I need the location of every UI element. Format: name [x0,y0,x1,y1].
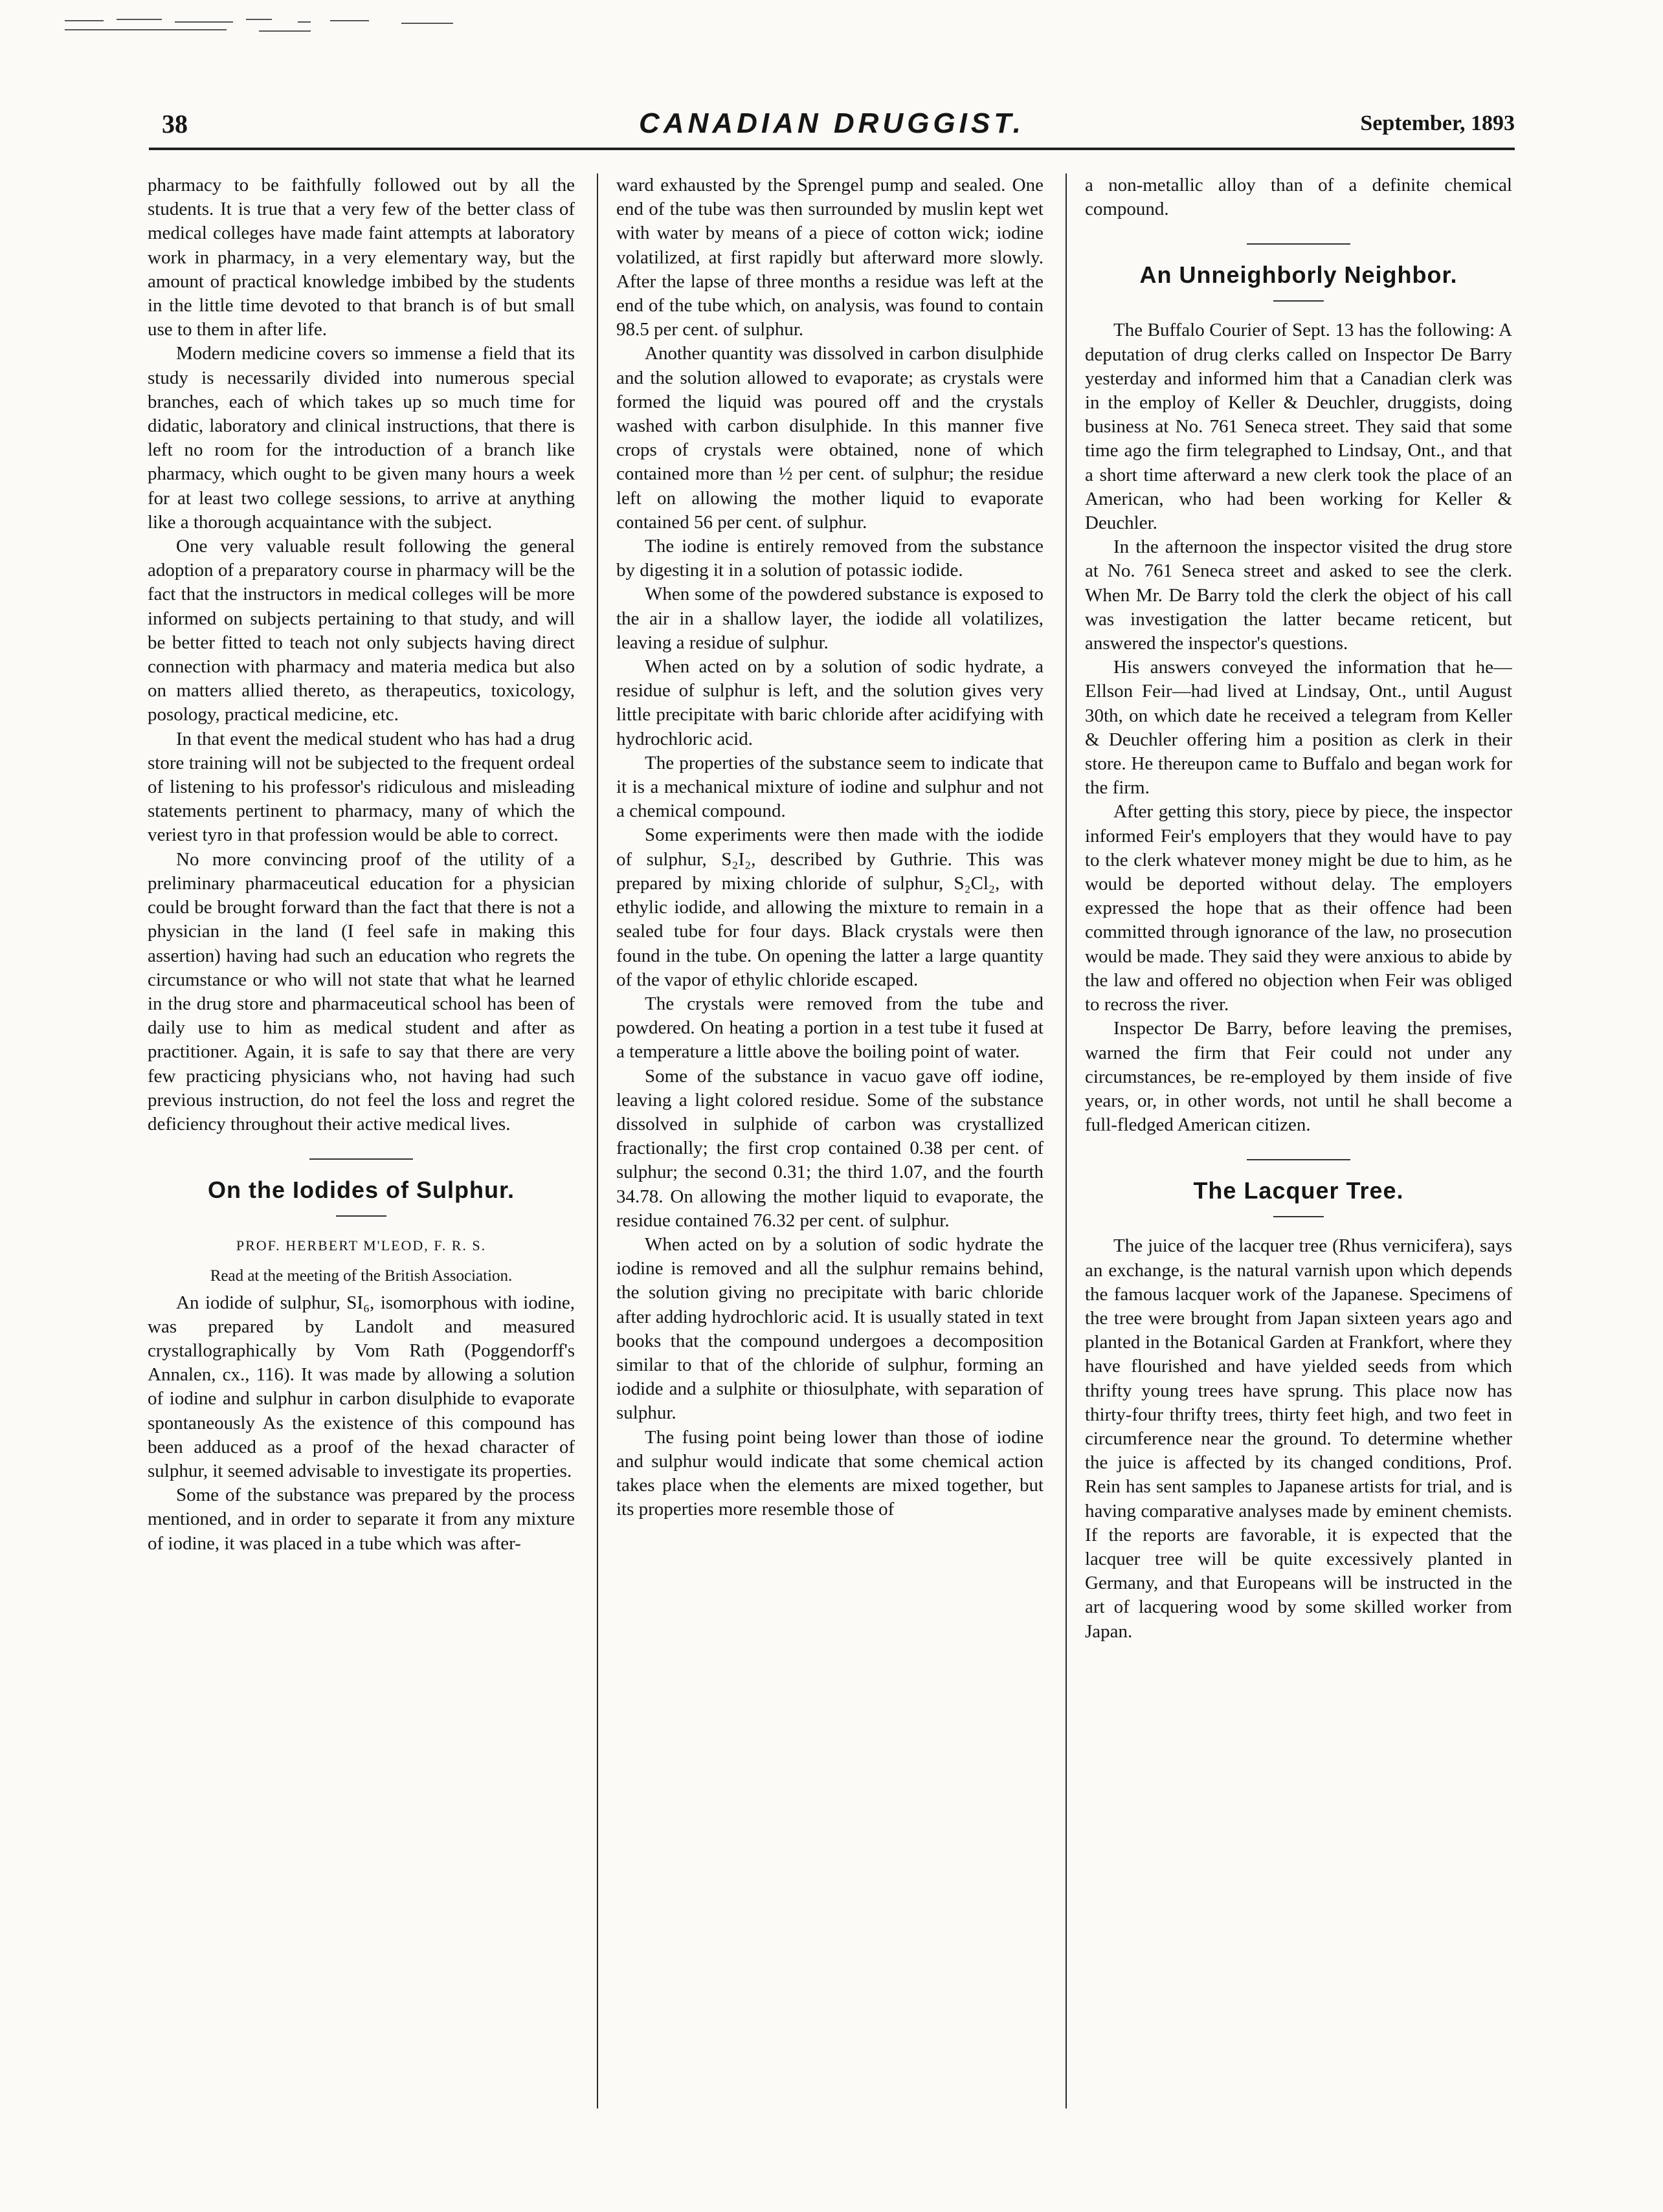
paragraph: pharmacy to be faithfully followed out by all the students. It is true that a very few of the better class of medical colleges have made faint attempts at laboratory work in pharmacy, in a very elementary way, but the amount of practical knowledge imbibed by the students in the little time devoted to that branch is of but small use to them in after life. [148,175,575,340]
paragraph: In the afternoon the inspector visited the drug store at No. 761 Seneca street and asked to see the clerk. When Mr. De Barry told the clerk the object of his call was investigation the latter became reticent, but answered the inspector's questions. [1085,536,1512,654]
paragraph: When acted on by a solution of sodic hydrate the iodine is removed and all the sulphur remains behind, the solution giving no precipitate with baric chloride after adding hydrochloric acid. It is usually stated in text books that the compound undergoes a decomposition similar to that of the chloride of sulphur, forming an iodide and a sulphite or thiosulphate, with separation of sulphur. [616,1233,1044,1424]
paragraph: After getting this story, piece by piece, the inspector informed Feir's employers that they would have to pay to the clerk whatever money might be due to him, as he would be deported without delay. The employers expressed the hope that as their offence had been committed through ignorance of the law, no prosecution would be made. They said they were anxious to abide by the law and offered no objection when Feir was obliged to recross the river. [1085,801,1512,1015]
section-divider [1247,1159,1350,1160]
heading-rule [336,1215,386,1217]
paragraph: When acted on by a solution of sodic hydrate, a residue of sulphur is left, and the solution gives very little precipitate with baric chloride after acidifying with hydrochloric acid. [616,656,1044,749]
article-columns [148,173,1517,2141]
paragraph: The iodine is entirely removed from the substance by digesting it in a solution of potassic iodide. [616,536,1044,581]
paragraph: The juice of the lacquer tree (Rhus vernicifera), says an exchange, is the natural varnish upon which depends the famous lacquer work of the Japanese. Specimens of the tree were brought from Japan sixteen years ago and planted in the Botanical Garden at Frankfort, where they have flourished and have yielded seeds from which thrifty young trees have sprung. This place now has thirty-four thrifty trees, thirty feet high, and two feet in circumference near the ground. To determine whether the juice is affected by its changed conditions, Prof. Rein has sent samples to Japanese artists for trial, and is having comparative analyses made by eminent chemists. If the reports are favorable, it is expected that the lacquer tree will be quite excessively planted in Germany, and that Europeans will be instructed in the art of lacquering wood by some skilled worker from Japan. [1085,1235,1512,1642]
paragraph: Inspector De Barry, before leaving the premises, warned the firm that Feir could not under any circumstances, be re-employed by them inside of five years, or, in other words, not until he shall become a full-fledged American citizen. [1085,1018,1512,1136]
paragraph: The fusing point being lower than those of iodine and sulphur would indicate that some chemical action takes place when the elements are mixed together, but its properties more resemble those of [616,1426,1044,1520]
page-number: 38 [162,109,188,138]
paragraph: The properties of the substance seem to indicate that it is a mechanical mixture of iodine and sulphur and not a chemical compound. [616,752,1044,822]
column-3 [1085,173,1512,2141]
section-divider [1247,243,1350,245]
paragraph: The crystals were removed from the tube and powdered. On heating a portion in a test tube it fused at a temperature a little above the boiling point of water. [616,993,1044,1063]
paragraph: An iodide of sulphur, SI₆, isomorphous with iodine, was prepared by Landolt and measured crystallographically by Vom Rath (Poggendorff's Annalen, cx., 116). It was made by allowing a solution of iodine and sulphur in carbon disulphide to evaporate spontaneously As the existence of this compound has been adduced as a proof of the hexad character of sulphur, it seemed advisable to investigate its properties. [148,1292,575,1481]
section-divider [309,1158,413,1160]
paragraph: Another quantity was dissolved in carbon disulphide and the solution allowed to evaporate; as crystals were formed the liquid was poured off and the crystals washed with carbon disulphide. In this manner five crops of crystals were obtained, none of which contained more than ½ per cent. of sulphur; the residue left on allowing the mother liquid to evaporate contained 56 per cent. of sulphur. [616,343,1044,533]
column-2 [616,173,1044,2141]
paragraph: Some experiments were then made with the iodide of sulphur, S₂I₂, described by Guthrie. This was prepared by mixing chloride of sulphur, S₂Cl₂, with ethylic iodide, and allowing the mixture to remain in a sealed tube for four days. Black crystals were then found in the tube. On opening the latter a large quantity of the vapor of ethylic chloride escaped. [616,824,1044,990]
heading-rule [1273,300,1324,302]
heading-rule [1273,1216,1324,1217]
column-1 [148,173,575,2141]
paragraph: Modern medicine covers so immense a field that its study is necessarily divided into numerous special branches, each of which takes up so much time for didatic, laboratory and clinical instructions, that there is left no room for the introduction of a branch like pharmacy, which ought to be given many hours a week for at least two college sessions, to arrive at anything like a thorough acquaintance with the subject. [148,343,575,533]
paragraph: One very valuable result following the general adoption of a preparatory course in pharmacy will be the fact that the instructors in medical colleges will be more informed on subjects pertaining to that study, and will be better fitted to teach not only subjects having direct connection with pharmacy and materia medica but also on matters allied thereto, as therapeutics, toxicology, posology, practical medicine, etc. [148,536,575,725]
issue-date: September, 1893 [1360,111,1515,135]
paragraph: When some of the powdered substance is exposed to the air in a shallow layer, the iodide all volatilizes, leaving a residue of sulphur. [616,584,1044,653]
byline: PROF. HERBERT M'LEOD, F. R. S. [236,1237,487,1254]
page-header [149,109,1515,150]
paragraph: Some of the substance was prepared by the process mentioned, and in order to separate it from any mixture of iodine, it was placed in a tube which was after- [148,1485,575,1554]
paragraph: The Buffalo Courier of Sept. 13 has the following: A deputation of drug clerks called on Inspector De Barry yesterday and informed him that a Canadian clerk was in the employ of Keller & Deuchler, druggists, doing business at No. 761 Seneca street. They said that some time ago the firm telegraphed to Lindsay, Ont., and that a short time afterward a new clerk took the place of an American, who had been working for Keller & Deuchler. [1085,320,1512,534]
article-heading: An Unneighborly Neighbor. [1139,261,1458,289]
paragraph: No more convincing proof of the utility of a preliminary pharmaceutical education for a physician could be brought forward than the fact that there is not a physician in the land (I feel safe in making this assertion) having had such an education who regrets the circumstance or who will not state that what he learned in the drug store and pharmaceutical school has been of daily use to him as medical student and after as practitioner. Again, it is safe to say that there are very few practicing physicians who, not having had such previous instruction, do not feel the loss and regret the deficiency throughout their active medical lives. [148,848,575,1134]
paragraph: a non-metallic alloy than of a definite chemical compound. [1085,175,1512,220]
paragraph: In that event the medical student who has had a drug store training will not be subjected to the frequent ordeal of listening to his professor's ridiculous and misleading statements pertinent to pharmacy, many of which the veriest tyro in that profession would be able to correct. [148,728,575,846]
article-note: Read at the meeting of the British Association. [210,1267,513,1285]
masthead: CANADIAN DRUGGIST. [638,107,1025,139]
article-heading: On the Iodides of Sulphur. [208,1177,515,1204]
scan-artifact [65,16,518,35]
paragraph: Some of the substance in vacuo gave off iodine, leaving a light colored residue. Some of the substance dissolved in sulphide of carbon was crystallized fractionally; the first crop contained 0.38 per cent. of sulphur; the second 0.31; the third 1.07, and the fourth 34.78. On allowing the mother liquid to evaporate, the residue contained 76.32 per cent. of sulphur. [616,1065,1044,1231]
paragraph: ward exhausted by the Sprengel pump and sealed. One end of the tube was then surrounded by muslin kept wet with water by means of a piece of cotton wick; iodine volatilized, at first rapidly but afterward more slowly. After the lapse of three months a residue was left at the end of the tube which, on analysis, was found to contain 98.5 per cent. of sulphur. [616,175,1044,340]
paragraph: His answers conveyed the information that he—Ellson Feir—had lived at Lindsay, Ont., until August 30th, on which date he received a telegram from Keller & Deuchler offering him a position as clerk in their store. He thereupon came to Buffalo and began work for the firm. [1085,657,1512,799]
article-heading: The Lacquer Tree. [1193,1177,1404,1204]
